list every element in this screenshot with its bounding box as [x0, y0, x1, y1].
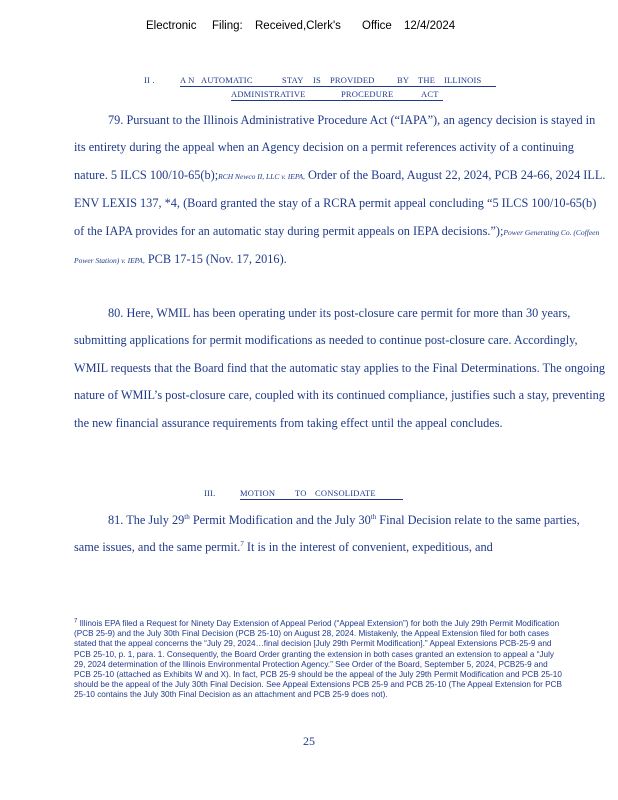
section-three-word: MOTION [240, 488, 276, 498]
paragraph-79 [74, 107, 608, 274]
paragraph-81-text-c: Final Decision relate to the same parties, same issues, and the same permit. [74, 513, 580, 555]
filing-word-electronic: Electronic [146, 20, 197, 32]
paragraph-79-text-3: PCB 17-15 (Nov. 17, 2016). [144, 252, 287, 267]
filing-date: 12/4/2024 [404, 20, 456, 32]
section-three-number: III. [204, 488, 216, 498]
paragraph-79-text-1: 79. Pursuant to the Illinois Administrative Procedure Act (“IAPA”), an agency decision is stayed in its entirety during the appeal when an Agency decision on a permit references activity of a continuing nature. 5 ILCS 100/10-65(b); [74, 113, 596, 182]
paragraph-81-text-a: 81. The July 29 [108, 513, 185, 527]
section-two-word: AUTOMATIC [201, 75, 253, 85]
filing-word-filing: Filing: [212, 20, 243, 32]
footnote-text: Illinois EPA filed a Request for Ninety Day Extension of Appeal Period (“Appeal Extension”) for both the July 29th Permit Modification (PCB 25-9) and the July 30th Final Decision (PCB 25-10) on August 28, 2024. Mistakenly, the Appeal Extension filed for both cases stated that the appeal concerns the “July 29, 2024…final decision [July 29th Permit Modification].” Appeal Extensions PCB-25-9 and PCB 25-10, p. 1, para. 1. Consequently, the Board Order granting the extension in both cases granted an extension to appeal a “July 29, 2024 determination of the Illinois Environmental Protection Agency.” See Order of the Board, September 5, 2024, PCB25-9 and PCB 25-10 (attached as Exhibits W and X). In fact, PCB 25-9 should be the appeal of the July 29th Permit Modification and PCB 25-10 should be the appeal of the July 30th Final Decision. See Appeal Extensions PCB 25-9 and PCB 25-10 (The Appeal Extension for PCB 25-10 contains the July 30th Final Decision as an attachment and PCB 25-9 does not). [74, 619, 562, 700]
footnote-7 [74, 619, 564, 701]
footnote-reference[interactable]: 7 [240, 540, 244, 549]
footnote-mark: 7 [74, 618, 78, 625]
filing-word-received: Received,Clerk's [255, 20, 341, 32]
paragraph-81-text-d: It is in the interest of convenient, expeditious, and [243, 540, 493, 555]
section-two-word: ACT [421, 89, 439, 99]
paragraph-81 [74, 507, 608, 562]
section-two-word: PROVIDED [330, 75, 375, 85]
section-three-word: TO [295, 488, 307, 498]
case-citation-rch: RCH Newco II, LLC v. IEPA, [218, 171, 305, 181]
section-two-word: A N [180, 75, 195, 85]
section-two-word: ILLINOIS [444, 75, 482, 85]
section-three-word: CONSOLIDATE [315, 488, 376, 498]
section-two-word: IS [313, 75, 321, 85]
superscript-th: th [184, 512, 190, 521]
case-citation-power-generating: Power Generating Co. (Coffeen Power Station) v. IEPA, [74, 227, 600, 266]
section-two-word: PROCEDURE [341, 89, 394, 99]
section-two-word: STAY [282, 75, 304, 85]
superscript-th: th [370, 512, 377, 521]
paragraph-81-text-b: Permit Modification and the July 30 [189, 513, 371, 527]
section-two-word: BY [397, 75, 410, 85]
filing-word-office: Office [362, 20, 392, 32]
paragraph-80: 80. Here, WMIL has been operating under its post-closure care permit for more than 30 years, submitting applications for permit modifications as needed to continue post-closure care. Accordingly, WMIL requests that the Board find that the automatic stay applies to the Final Determinations. The ongoing nature of WMIL’s post-closure care, coupled with its continued compliance, justifies such a stay, preventing the new financial assurance requirements from taking effect until the appeal concludes. [74, 306, 606, 430]
page-number: 25 [303, 734, 315, 748]
section-two-word: ADMINISTRATIVE [231, 89, 306, 99]
paragraph-79-text-2: Order of the Board, August 22, 2024, PCB 24-66, 2024 ILL. ENV LEXIS 137, *4, (Board granted the stay of a RCRA permit appeal concluding “5 ILCS 100/10-65(b) of the IAPA provides for an automatic stay during permit appeals on IEPA decisions.”); [74, 167, 606, 238]
section-two-number: II . [144, 75, 155, 85]
section-two-word: THE [418, 75, 436, 85]
